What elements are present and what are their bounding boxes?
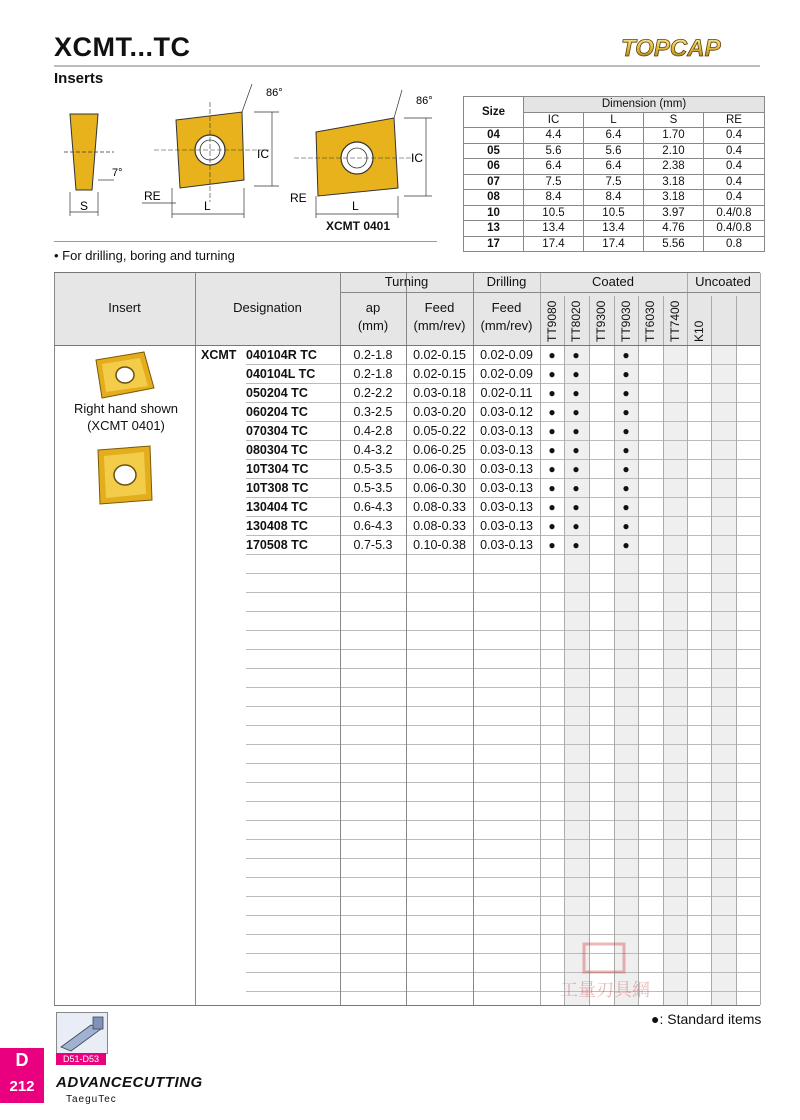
dimension-group-header: Dimension (mm) [524, 97, 765, 113]
feed-cell: 0.06-0.25 [413, 443, 466, 457]
designation-cell: 080304 TC [246, 443, 308, 457]
dimension-cell: 0.4 [704, 190, 765, 206]
drilling-feed-unit: (mm/rev) [480, 318, 533, 333]
ic-label: IC [411, 151, 423, 165]
grade-header: TT9080 [545, 300, 559, 342]
row-rule [246, 934, 760, 935]
feed-cell: 0.06-0.30 [413, 481, 466, 495]
feed-cell: 0.05-0.22 [413, 424, 466, 438]
insert-drawings [54, 80, 444, 240]
dim-col-header: L [584, 112, 644, 128]
feed-unit: (mm/rev) [413, 318, 466, 333]
standard-item-dot: ● [622, 405, 630, 419]
page-title: XCMT...TC [54, 32, 191, 62]
dimension-cell: 3.97 [644, 205, 704, 221]
standard-item-dot: ● [548, 367, 556, 381]
standard-item-dot: ● [548, 424, 556, 438]
re-label: RE [290, 191, 307, 205]
l-label: L [204, 199, 211, 213]
dimension-row [464, 190, 765, 206]
dimension-cell: 0.4 [704, 143, 765, 159]
dimension-cell: 6.4 [584, 128, 644, 144]
drilling-feed-header: Feed [491, 300, 522, 315]
insert-caption-line: Right hand shown [73, 401, 179, 416]
dimension-cell: 8.4 [524, 190, 584, 206]
divider [54, 241, 437, 242]
grade-header: K10 [692, 320, 706, 342]
drilling-feed-cell: 0.03-0.13 [480, 443, 533, 457]
standard-item-dot: ● [548, 462, 556, 476]
designation-cell: 050204 TC [246, 386, 308, 400]
dimension-row [464, 221, 765, 237]
designation-cell: 130408 TC [246, 519, 308, 533]
ap-unit: (mm) [357, 318, 389, 333]
standard-item-dot: ● [572, 386, 580, 400]
column-rule [54, 273, 55, 1005]
ap-cell: 0.6-4.3 [353, 500, 393, 514]
drilling-feed-cell: 0.03-0.13 [480, 500, 533, 514]
dimension-cell: 17.4 [524, 236, 584, 252]
dimension-row [464, 159, 765, 175]
grade-column-rule [589, 296, 590, 1005]
grade-header: TT9300 [594, 300, 608, 342]
dimension-table [463, 96, 765, 252]
row-rule [246, 991, 760, 992]
standard-item-dot: ● [548, 386, 556, 400]
ap-header: ap [365, 300, 381, 315]
grade-column-rule [736, 296, 737, 1005]
usage-note: • For drilling, boring and turning [54, 248, 235, 263]
feed-cell: 0.08-0.33 [413, 500, 466, 514]
row-rule [246, 896, 760, 897]
dimension-row [464, 236, 765, 252]
dimension-cell: 0.4 [704, 174, 765, 190]
drilling-feed-cell: 0.02-0.09 [480, 367, 533, 381]
feed-cell: 0.03-0.18 [413, 386, 466, 400]
drawing-caption: XCMT 0401 [326, 219, 391, 233]
designation-cell: 130404 TC [246, 500, 308, 514]
standard-item-dot: ● [548, 348, 556, 362]
page-number: 212 [9, 1078, 35, 1095]
row-rule [246, 858, 760, 859]
angle-label: 86° [266, 87, 283, 99]
grade-column-rule [540, 273, 541, 1005]
company-name: TaeguTec [66, 1094, 117, 1105]
row-rule [246, 687, 760, 688]
row-rule [246, 839, 760, 840]
dimension-cell: 13.4 [524, 221, 584, 237]
turning-header: Turning [384, 274, 429, 289]
designation-cell: 10T304 TC [246, 462, 309, 476]
grade-column-rule [638, 296, 639, 1005]
table-bottom-rule [54, 1005, 760, 1006]
watermark-logo [540, 942, 670, 1002]
drilling-feed-cell: 0.03-0.13 [480, 519, 533, 533]
size-cell: 10 [464, 205, 524, 221]
drilling-feed-cell: 0.03-0.13 [480, 481, 533, 495]
relief-angle-label: 7° [112, 167, 123, 179]
row-rule [246, 820, 760, 821]
grade-column-rule [663, 296, 664, 1005]
size-cell: 07 [464, 174, 524, 190]
feed-header: Feed [424, 300, 455, 315]
row-rule [246, 630, 760, 631]
dimension-cell: 4.76 [644, 221, 704, 237]
insert-photo-top [94, 444, 156, 506]
designation-cell: 070304 TC [246, 424, 308, 438]
row-rule [246, 915, 760, 916]
dimension-cell: 5.6 [524, 143, 584, 159]
standard-item-dot: ● [622, 424, 630, 438]
dimension-cell: 10.5 [524, 205, 584, 221]
reference-thumbnail [56, 1012, 108, 1054]
dimension-row [464, 205, 765, 221]
designation-cell: 060204 TC [246, 405, 308, 419]
standard-item-dot: ● [572, 348, 580, 362]
row-rule [246, 649, 760, 650]
size-cell: 06 [464, 159, 524, 175]
grade-header: TT7400 [668, 300, 682, 342]
row-rule [246, 725, 760, 726]
row-rule [246, 573, 760, 574]
size-cell: 17 [464, 236, 524, 252]
size-cell: 05 [464, 143, 524, 159]
column-rule [195, 273, 196, 1005]
standard-item-dot: ● [572, 500, 580, 514]
designation-cell: 170508 TC [246, 538, 308, 552]
dimension-cell: 17.4 [584, 236, 644, 252]
dimension-cell: 2.10 [644, 143, 704, 159]
grade-header: TT9030 [619, 300, 633, 342]
standard-item-dot: ● [622, 386, 630, 400]
angle-label: 86° [416, 95, 433, 107]
feed-cell: 0.08-0.33 [413, 519, 466, 533]
feed-cell: 0.02-0.15 [413, 348, 466, 362]
ap-cell: 0.2-1.8 [353, 348, 393, 362]
dimension-cell: 0.4 [704, 159, 765, 175]
grade-header: TT6030 [643, 300, 657, 342]
insert-caption [56, 400, 196, 434]
dim-col-header: S [644, 112, 704, 128]
drilling-feed-cell: 0.02-0.09 [480, 348, 533, 362]
grade-column-rule [687, 273, 688, 1005]
standard-item-dot: ● [622, 481, 630, 495]
ic-label: IC [257, 147, 269, 161]
dimension-cell: 4.4 [524, 128, 584, 144]
insert-caption-line: (XCMT 0401) [87, 418, 165, 433]
dim-col-header: IC [524, 112, 584, 128]
ap-cell: 0.3-2.5 [353, 405, 393, 419]
drilling-feed-cell: 0.03-0.13 [480, 538, 533, 552]
standard-item-dot: ● [622, 462, 630, 476]
dimension-row [464, 143, 765, 159]
standard-item-dot: ● [622, 367, 630, 381]
dimension-cell: 0.8 [704, 236, 765, 252]
designation-prefix: XCMT [201, 348, 237, 362]
standard-item-dot: ● [548, 538, 556, 552]
row-rule [246, 744, 760, 745]
topcap-logo [617, 30, 760, 64]
designation-cell: 10T308 TC [246, 481, 309, 495]
drilling-feed-cell: 0.03-0.13 [480, 462, 533, 476]
insert-photo-right [92, 350, 158, 400]
dimension-cell: 6.4 [584, 159, 644, 175]
feed-cell: 0.06-0.30 [413, 462, 466, 476]
feed-cell: 0.10-0.38 [413, 538, 466, 552]
drilling-feed-cell: 0.03-0.13 [480, 424, 533, 438]
feed-cell: 0.02-0.15 [413, 367, 466, 381]
uncoated-header: Uncoated [695, 274, 751, 289]
row-rule [246, 592, 760, 593]
row-rule [246, 801, 760, 802]
size-header: Size [464, 97, 524, 128]
drilling-header: Drilling [486, 274, 527, 289]
advance-cutting-logo: ADVANCECUTTING [56, 1074, 203, 1091]
designation-cell: 040104R TC [246, 348, 317, 362]
dimension-row [464, 174, 765, 190]
subheader-rule [340, 292, 760, 293]
standard-item-dot: ● [622, 443, 630, 457]
standard-item-dot: ● [572, 405, 580, 419]
standard-item-dot: ● [622, 538, 630, 552]
ap-cell: 0.2-2.2 [353, 386, 393, 400]
ap-cell: 0.6-4.3 [353, 519, 393, 533]
dimension-row [464, 128, 765, 144]
standard-item-dot: ● [622, 519, 630, 533]
page-reference[interactable]: D51-D53 [56, 1053, 106, 1065]
dimension-cell: 10.5 [584, 205, 644, 221]
ap-cell: 0.2-1.8 [353, 367, 393, 381]
size-cell: 08 [464, 190, 524, 206]
dimension-cell: 7.5 [524, 174, 584, 190]
section-letter: D [15, 1050, 29, 1070]
column-shade [664, 346, 688, 1005]
dimension-cell: 5.56 [644, 236, 704, 252]
standard-item-dot: ● [572, 538, 580, 552]
row-rule [246, 763, 760, 764]
designation-header: Designation [233, 300, 302, 315]
ap-cell: 0.5-3.5 [353, 462, 393, 476]
dim-col-header: RE [704, 112, 765, 128]
grade-column-rule [760, 273, 761, 1005]
size-cell: 13 [464, 221, 524, 237]
row-rule [246, 782, 760, 783]
section-subtitle: Inserts [54, 70, 104, 87]
dimension-cell: 7.5 [584, 174, 644, 190]
coated-header: Coated [592, 274, 634, 289]
title-rule [54, 65, 760, 67]
standard-item-dot: ● [548, 443, 556, 457]
dimension-cell: 0.4/0.8 [704, 221, 765, 237]
standard-item-dot: ● [548, 500, 556, 514]
standard-item-dot: ● [572, 367, 580, 381]
legend: ●: Standard items [651, 1011, 762, 1027]
drilling-feed-cell: 0.03-0.12 [480, 405, 533, 419]
dimension-cell: 13.4 [584, 221, 644, 237]
drill-icon [57, 1013, 107, 1053]
feed-cell: 0.03-0.20 [413, 405, 466, 419]
watermark-text: 工量刃具網 [560, 980, 650, 1001]
ap-cell: 0.4-2.8 [353, 424, 393, 438]
designation-cell: 040104L TC [246, 367, 316, 381]
dimension-cell: 0.4 [704, 128, 765, 144]
standard-item-dot: ● [572, 481, 580, 495]
re-label: RE [144, 189, 161, 203]
row-rule [246, 972, 760, 973]
grade-header: TT8020 [569, 300, 583, 342]
dimension-cell: 8.4 [584, 190, 644, 206]
drilling-feed-cell: 0.02-0.11 [480, 386, 533, 400]
row-rule [246, 953, 760, 954]
ap-cell: 0.4-3.2 [353, 443, 393, 457]
s-label: S [80, 199, 89, 213]
insert-header: Insert [108, 300, 141, 315]
standard-item-dot: ● [572, 443, 580, 457]
standard-item-dot: ● [572, 462, 580, 476]
standard-item-dot: ● [622, 500, 630, 514]
side-view-drawing [64, 114, 114, 216]
grade-column-rule [711, 296, 712, 1005]
standard-item-dot: ● [548, 519, 556, 533]
dimension-cell: 3.18 [644, 174, 704, 190]
size-cell: 04 [464, 128, 524, 144]
grade-column-rule [614, 296, 615, 1005]
grade-column-rule [564, 296, 565, 1005]
standard-item-dot: ● [548, 481, 556, 495]
dimension-cell: 2.38 [644, 159, 704, 175]
dimension-rows [464, 128, 765, 252]
standard-item-dot: ● [572, 424, 580, 438]
row-rule [246, 877, 760, 878]
dimension-cell: 5.6 [584, 143, 644, 159]
row-rule [246, 706, 760, 707]
dimension-cell: 1.70 [644, 128, 704, 144]
dimension-cell: 3.18 [644, 190, 704, 206]
ap-cell: 0.7-5.3 [353, 538, 393, 552]
l-label: L [352, 199, 359, 213]
dimension-cell: 0.4/0.8 [704, 205, 765, 221]
standard-item-dot: ● [548, 405, 556, 419]
dimension-cell: 6.4 [524, 159, 584, 175]
ap-cell: 0.5-3.5 [353, 481, 393, 495]
row-rule [246, 611, 760, 612]
topcap-logo-text: TOPCAP [621, 35, 721, 62]
row-rule [246, 668, 760, 669]
standard-item-dot: ● [572, 519, 580, 533]
standard-item-dot: ● [622, 348, 630, 362]
column-shade [712, 346, 736, 1005]
